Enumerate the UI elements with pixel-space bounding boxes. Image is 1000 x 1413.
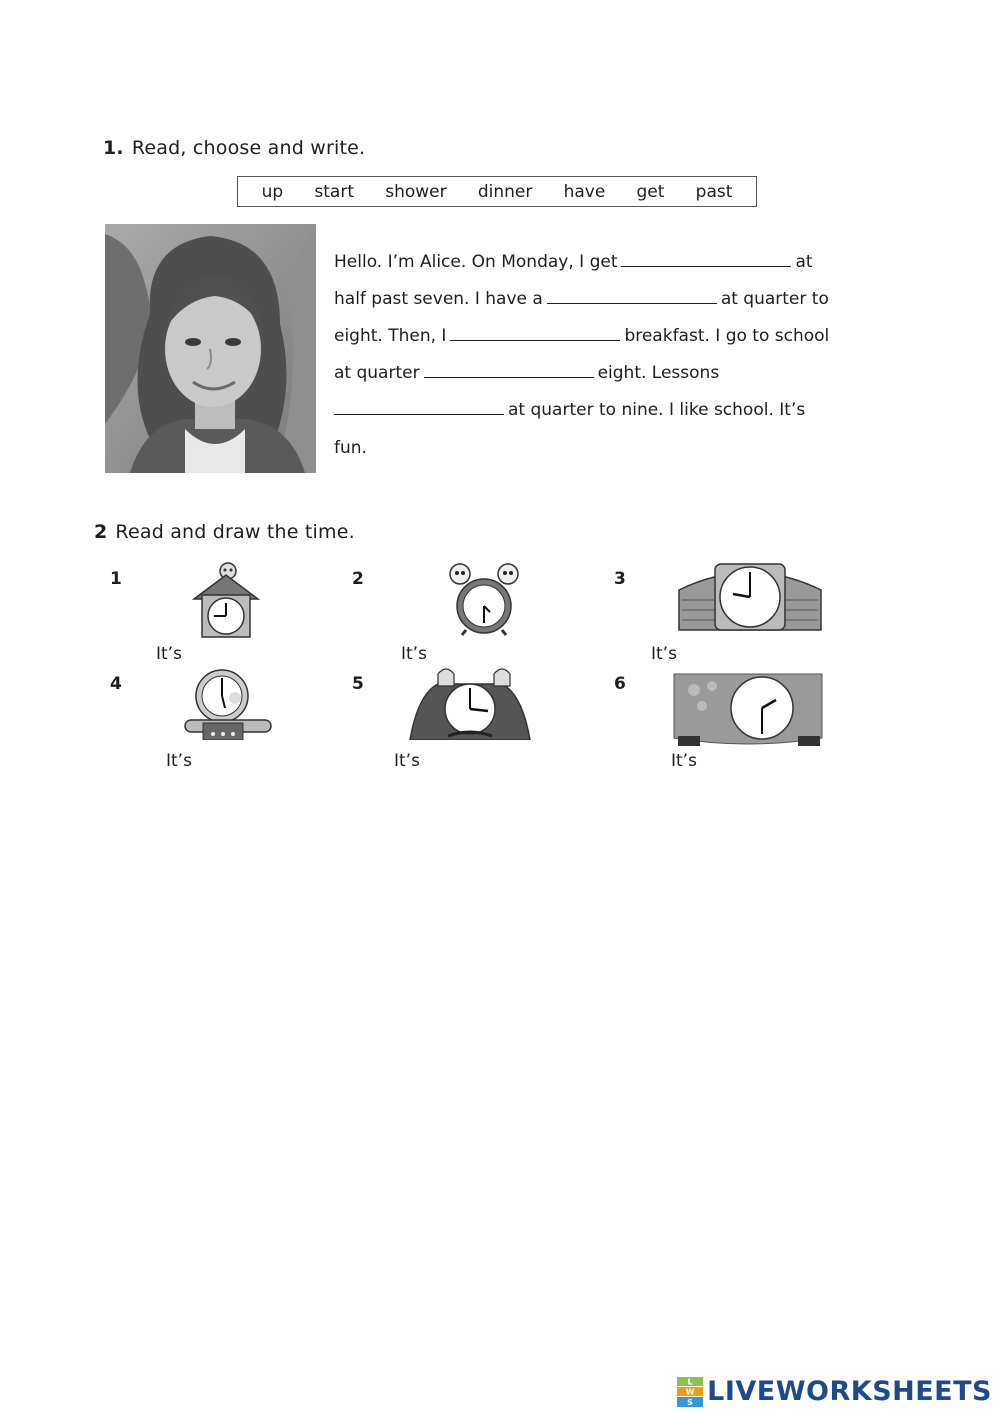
house-clock-icon bbox=[190, 561, 262, 640]
text-segment: at quarter to nine. I like school. It’s bbox=[508, 400, 806, 420]
word-bank-item: start bbox=[314, 181, 355, 202]
word-bank-item: past bbox=[695, 181, 733, 202]
answer-blank[interactable] bbox=[621, 250, 791, 267]
answer-blank[interactable] bbox=[450, 324, 620, 341]
item-number: 6 bbox=[614, 674, 626, 694]
answer-blank[interactable] bbox=[424, 361, 594, 378]
robot-clock-icon bbox=[183, 668, 273, 740]
text-segment: at quarter to bbox=[720, 289, 829, 309]
exercise-1-heading bbox=[103, 137, 365, 159]
brand-name: LIVEWORKSHEETS bbox=[707, 1376, 992, 1407]
text-segment: eight. Then, I bbox=[334, 326, 447, 346]
exercise-1-instruction: Read, choose and write. bbox=[131, 137, 366, 159]
text-line-3 bbox=[334, 324, 829, 348]
mantel-clock-icon bbox=[677, 560, 823, 633]
item-number: 1 bbox=[110, 569, 122, 589]
text-segment: at quarter bbox=[334, 363, 420, 383]
liveworksheets-logo bbox=[677, 1376, 992, 1407]
text-segment: eight. Lessons bbox=[597, 363, 720, 383]
text-segment: at bbox=[795, 252, 813, 272]
exercise-2-heading bbox=[94, 521, 355, 543]
svg-text:S: S bbox=[687, 1397, 694, 1407]
stone-clock-icon bbox=[672, 672, 824, 746]
answer-label: It’s bbox=[651, 644, 677, 664]
word-bank bbox=[237, 176, 757, 207]
text-line-4 bbox=[334, 361, 719, 385]
answer-label: It’s bbox=[401, 644, 427, 664]
text-line-2 bbox=[334, 287, 829, 311]
answer-label: It’s bbox=[671, 751, 697, 771]
girl-photo bbox=[105, 224, 316, 473]
answer-blank[interactable] bbox=[547, 287, 717, 304]
text-line-5 bbox=[334, 398, 805, 422]
word-bank-item: shower bbox=[385, 181, 447, 202]
text-segment: half past seven. I have a bbox=[334, 289, 543, 309]
item-number: 2 bbox=[352, 569, 364, 589]
item-number: 5 bbox=[352, 674, 364, 694]
word-bank-item: get bbox=[636, 181, 665, 202]
alarm-clock-icon bbox=[446, 562, 522, 636]
answer-label: It’s bbox=[156, 644, 182, 664]
answer-label: It’s bbox=[166, 751, 192, 771]
item-number: 3 bbox=[614, 569, 626, 589]
exercise-2-number: 2 bbox=[94, 521, 108, 543]
liveworksheets-badge-icon bbox=[677, 1377, 703, 1407]
answer-blank[interactable] bbox=[334, 398, 504, 415]
exercise-1-number: 1. bbox=[103, 137, 124, 159]
monster-clock-icon bbox=[408, 664, 532, 740]
word-bank-item: up bbox=[261, 181, 284, 202]
text-segment: breakfast. I go to school bbox=[624, 326, 830, 346]
svg-text:W: W bbox=[685, 1387, 695, 1396]
item-number: 4 bbox=[110, 674, 122, 694]
text-segment: Hello. I’m Alice. On Monday, I get bbox=[334, 252, 618, 272]
text-line-6 bbox=[334, 436, 367, 460]
word-bank-item: have bbox=[563, 181, 606, 202]
word-bank-item: dinner bbox=[477, 181, 533, 202]
text-segment: fun. bbox=[334, 438, 367, 458]
svg-text:L: L bbox=[687, 1377, 693, 1386]
exercise-2-instruction: Read and draw the time. bbox=[115, 521, 355, 543]
answer-label: It’s bbox=[394, 751, 420, 771]
text-line-1 bbox=[334, 250, 813, 274]
